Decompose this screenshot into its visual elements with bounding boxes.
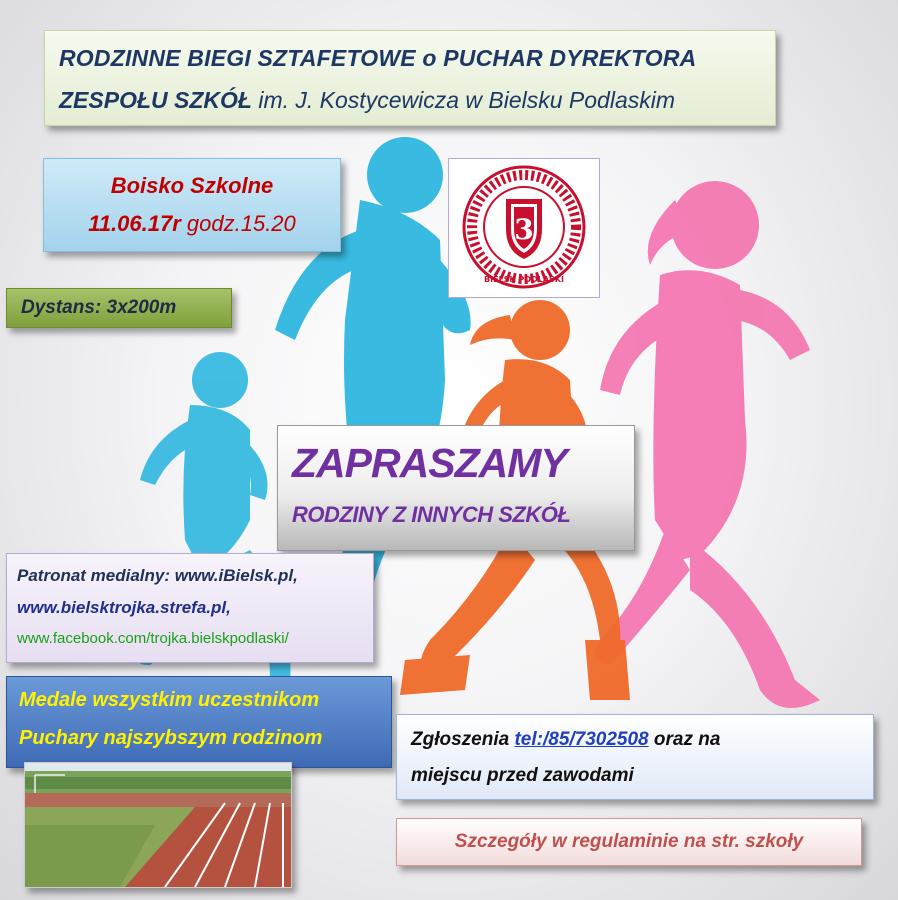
school-logo [448, 158, 600, 298]
event-organizer: ZESPOŁU SZKÓŁ im. J. Kostycewicza w Bielsku Podlaskim [59, 87, 676, 113]
details-box [396, 818, 862, 866]
distance-label: Dystans: 3x200m [21, 297, 177, 318]
venue-datetime: 11.06.17r godz.15.20 [88, 211, 296, 236]
facebook-link[interactable]: www.facebook.com/trojka.bielskpodlaski/ [17, 630, 289, 647]
registration-text: Zgłoszenia tel:/85/7302508 oraz na [411, 729, 721, 750]
invitation-subheadline: RODZINY Z INNYCH SZKÓŁ [292, 502, 571, 527]
distance-box [6, 288, 232, 328]
school-emblem-icon [449, 159, 599, 297]
awards-cups: Puchary najszybszym rodzinom [19, 727, 323, 749]
event-title: RODZINNE BIEGI SZTAFETOWE o PUCHAR DYREKTORA [59, 45, 697, 71]
venue-box [43, 158, 341, 252]
svg-text:3: 3 [514, 213, 534, 246]
invitation-box [277, 425, 635, 551]
svg-text:BIELSK PODLASKI: BIELSK PODLASKI [484, 275, 564, 284]
invitation-headline: ZAPRASZAMY [292, 440, 567, 486]
venue-place: Boisko Szkolne [110, 173, 274, 198]
running-track-photo [24, 762, 292, 888]
school-website-link[interactable]: www.bielsktrojka.strefa.pl, [17, 598, 231, 617]
title-banner [44, 30, 776, 126]
phone-link[interactable]: tel:/85/7302508 [514, 729, 649, 750]
awards-box [6, 676, 392, 768]
details-text: Szczegóły w regulaminie na str. szkoły [454, 831, 804, 852]
awards-medals: Medale wszystkim uczestnikom [19, 689, 320, 711]
track-image [25, 763, 291, 887]
patronage-text: Patronat medialny: www.iBielsk.pl, [17, 566, 298, 585]
registration-box [396, 714, 874, 800]
registration-location: miejscu przed zawodami [411, 765, 634, 786]
media-patronage-box [6, 553, 374, 663]
